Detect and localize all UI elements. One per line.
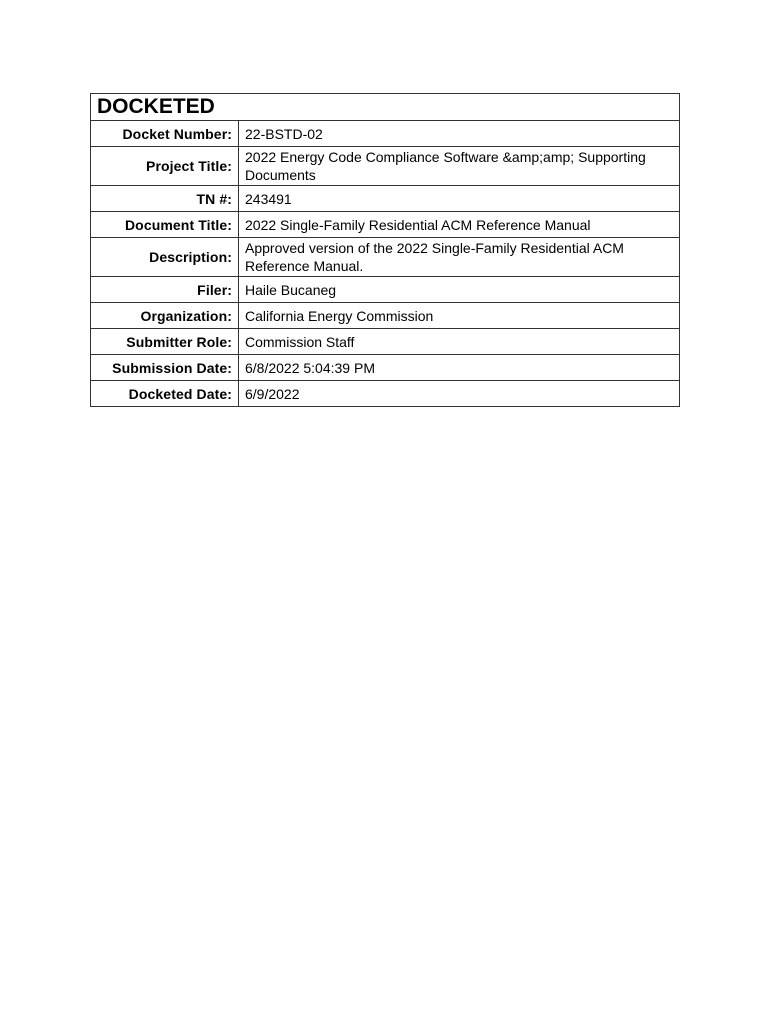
field-label: Submitter Role: <box>91 329 239 355</box>
table-row-description <box>91 238 680 277</box>
field-label: Submission Date: <box>91 355 239 381</box>
field-label: Organization: <box>91 303 239 329</box>
field-label: Docket Number: <box>91 121 239 147</box>
field-value: California Energy Commission <box>239 303 680 329</box>
docket-header: DOCKETED <box>91 94 680 121</box>
table-row-docket-number <box>91 121 680 147</box>
table-row-project-title <box>91 147 680 186</box>
field-label: Project Title: <box>91 147 239 186</box>
docket-header-row <box>91 94 680 121</box>
field-value: 6/8/2022 5:04:39 PM <box>239 355 680 381</box>
table-row-submission-date <box>91 355 680 381</box>
table-row-filer <box>91 277 680 303</box>
table-row-submitter-role <box>91 329 680 355</box>
field-label: Document Title: <box>91 212 239 238</box>
docket-table <box>90 93 680 407</box>
table-row-document-title <box>91 212 680 238</box>
field-value: Commission Staff <box>239 329 680 355</box>
field-value: 2022 Single-Family Residential ACM Reference Manual <box>239 212 680 238</box>
field-label: TN #: <box>91 186 239 212</box>
field-value: Haile Bucaneg <box>239 277 680 303</box>
field-value: 2022 Energy Code Compliance Software &amp;amp; Supporting Documents <box>239 147 680 186</box>
table-row-tn <box>91 186 680 212</box>
field-value: 243491 <box>239 186 680 212</box>
field-value: 6/9/2022 <box>239 381 680 407</box>
field-label: Description: <box>91 238 239 277</box>
table-row-docketed-date <box>91 381 680 407</box>
field-label: Docketed Date: <box>91 381 239 407</box>
field-value: Approved version of the 2022 Single-Family Residential ACM Reference Manual. <box>239 238 680 277</box>
table-row-organization <box>91 303 680 329</box>
field-label: Filer: <box>91 277 239 303</box>
field-value: 22-BSTD-02 <box>239 121 680 147</box>
